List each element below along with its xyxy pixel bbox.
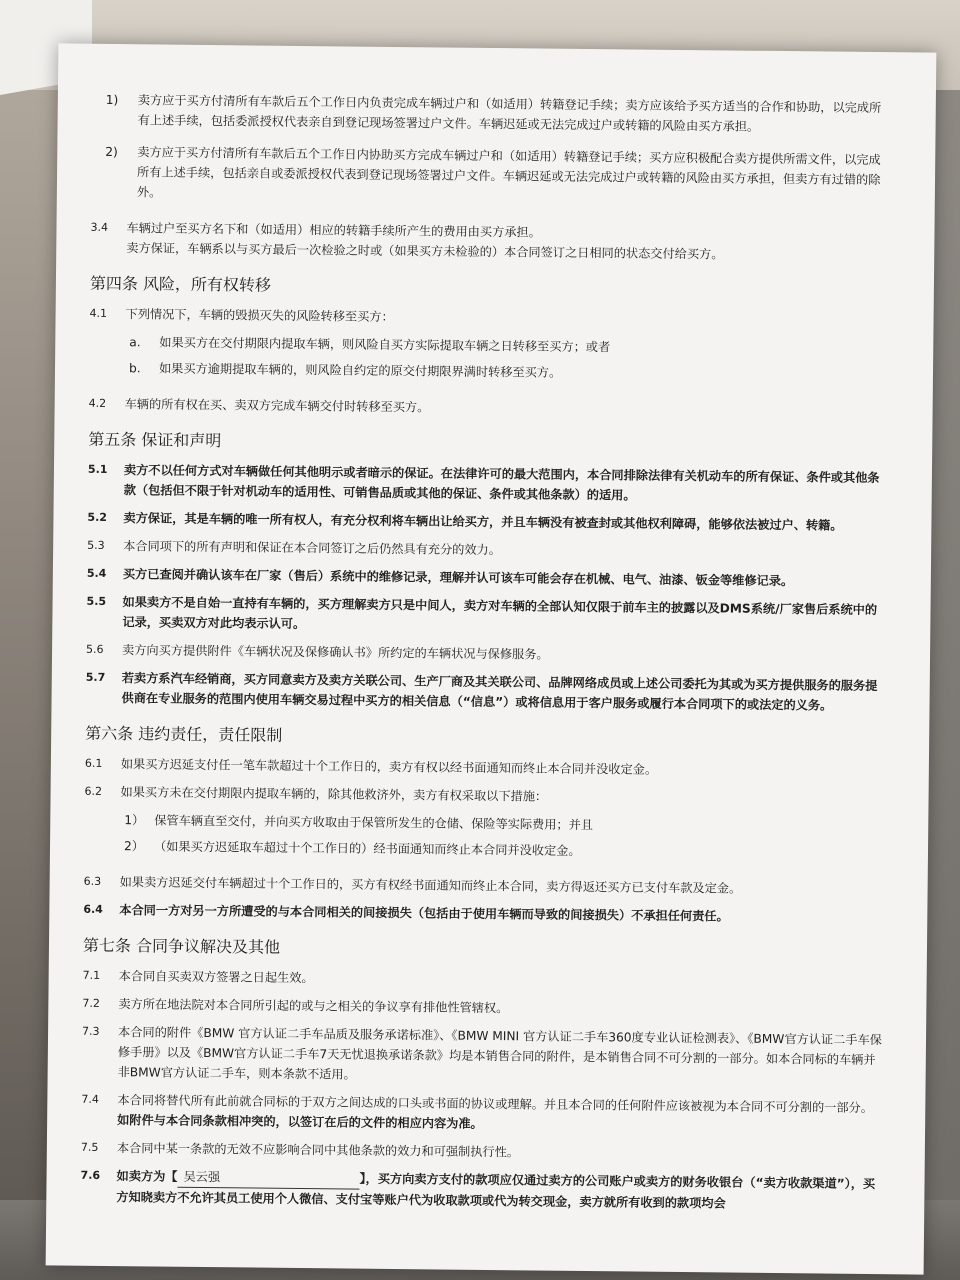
clause-4-2: 4.2 车辆的所有权在买、卖双方完成车辆交付时转移至买方。 (88, 396, 430, 415)
clause-5-7: 5.7 若卖方系汽车经销商，买方同意卖方及卖方关联公司、生产厂商及其关联公司、品牌网络成员或上述公司委托为其或为买方提供服务的服务提供商在专业服务的范围内使用车辆交易过程中买方的相关信息（“信息”）或将信息用于客户服务或履行本合同项下的或法定的义务。 (85, 670, 878, 713)
clause-7-4-bold-text: 如附件与本合同条款相冲突的，以签订在后的文件的相应内容为准。 (117, 1113, 483, 1131)
clause-6-4: 6.4 本合同一方对另一方所遭受的与本合同相关的间接损失（包括由于使用车辆而导致的间接损失）不承担任何责任。 (83, 902, 729, 924)
clause-4-1-item-b: b. 如果买方逾期提取车辆的，则风险自约定的原交付期限界满时转移至买方。 (128, 361, 562, 380)
clause-7-3: 7.3 本合同的附件《BMW 官方认证二手车品质及服务承诺标准》、《BMW MINI 官方认证二手车360度专业认证检测表》、《BMW官方认证二手车保修手册》以及《BMW官方认证二手车7天无忧退换承诺条款》均是本销售合同的附件，是本销售合同不可分割的一部分。如本合同标的车辆并非BMW官方认证二手车，则本条款不适用。 (82, 1024, 882, 1082)
clause-7-2: 7.2 卖方所在地法院对本合同所引起的或与之相关的争议享有排他性管辖权。 (82, 996, 509, 1016)
clause-6-2-item-2: 2） （如果买方迟延取车超过十个工作日的）经书面通知而终止本合同并没收定金。 (123, 839, 581, 858)
article-6-heading: 第六条 违约责任，责任限制 (85, 723, 283, 745)
clause-5-6: 5.6 卖方向买方提供附件《车辆状况及保修确认书》所约定的车辆状况与保修服务。 (86, 642, 549, 662)
clause-4-1: 4.1 下列情况下，车辆的毁损灭失的风险转移至买方： (89, 306, 394, 324)
clause-7-1: 7.1 本合同自买卖双方签署之日起生效。 (82, 968, 314, 986)
clause-6-3: 6.3 如果卖方迟延交付车辆超过十个工作日的，买方有权经书面通知而终止本合同，卖方得返还买方已支付车款及定金。 (83, 874, 742, 896)
clause-5-1: 5.1 卖方不以任何方式对车辆做任何其他明示或者暗示的保证。在法律许可的最大范围内，本合同排除法律有关机动车的所有保证、条件或其他条款（包括但不限于针对机动车的适用性、可销售品质或其他的保证、条件或其他条款）的适用。 (87, 462, 880, 503)
clause-6-1: 6.1 如果买方迟延支付任一笔车款超过十个工作日的，卖方有权以经书面通知而终止本合同并没收定金。 (84, 756, 658, 777)
clause-7-4: 7.4 本合同将替代所有此前就合同标的于双方之间达成的口头或书面的协议或理解。并且本合同的任何附件应该被视为本合同不可分割的一部分。如附件与本合同条款相冲突的，以签订在后的文件的相应内容为准。 (81, 1092, 874, 1131)
contract-content (80, 90, 892, 1223)
clause-6-2: 6.2 如果买方未在交付期限内提取车辆的，除其他救济外，卖方有权采取以下措施： (84, 784, 548, 804)
seller-name-field: 吴云强 (177, 1167, 359, 1190)
clause-4-1-item-a: a. 如果买方在交付期限内提取车辆，则风险自买方实际提取车辆之日转移至买方；或者 (129, 335, 611, 355)
clause-5-5: 5.5 如果卖方不是自始一直持有车辆的，买方理解卖方只是中间人，卖方对车辆的全部认知仅限于前车主的披露以及DMS系统/厂家售后系统中的记录，买卖双方对此均表示认可。 (86, 594, 878, 632)
contract-page (46, 43, 937, 1274)
clause-3-4: 3.4 车辆过户至买方名下和（如适用）相应的转籍手续所产生的费用由买方承担。 卖方保证，车辆系以与买方最后一次检验之时或（如果买方未检验的）本合同签订之日相同的状态交付给买方。 (90, 220, 724, 262)
clause-5-4: 5.4 买方已查阅并确认该车在厂家（售后）系统中的维修记录，理解并认可该车可能会存在机械、电气、油漆、钣金等维修记录。 (86, 566, 794, 589)
article-7-heading: 第七条 合同争议解决及其他 (82, 935, 281, 957)
clause-7-5: 7.5 本合同中某一条款的无效不应影响合同中其他条款的效力和可强制执行性。 (80, 1140, 520, 1160)
article-4-heading: 第四条 风险，所有权转移 (89, 273, 272, 295)
clause-7-6: 7.6 如卖方为【 吴云强 】，买方向卖方支付的款项应仅通过卖方的公司账户或卖方的财务收银台（“卖方收款渠道”），买方知晓卖方不允许其员工使用个人微信、支付宝等账户代为收取款项或代为转交现金，卖方就所有收到的款项均会 (80, 1168, 876, 1211)
clause-3-3-item-2: 2) 卖方应于买方付清所有车款后五个工作日内协助买方完成车辆过户和（如适用）转籍登记手续；买方应积极配合卖方提供所需文件，以完成所有上述手续，包括亲自或委派授权代表到登记现场签署过户文件。车辆迟延或无法完成过户或转籍的风险由买方承担，但卖方有过错的除外。 (105, 144, 881, 200)
clause-3-3-item-1: 1) 卖方应于买方付清所有车款后五个工作日内负责完成车辆过户和（如适用）转籍登记手续；卖方应该给予买方适当的合作和协助，以完成所有上述手续，包括委派授权代表亲自到登记现场签署过户文件。车辆迟延或无法完成过户或转籍的风险由买方承担。 (105, 92, 882, 134)
clause-6-2-item-1: 1） 保管车辆直至交付，并向买方收取由于保管所发生的仓储、保险等实际费用；并且 (124, 813, 594, 833)
article-5-heading: 第五条 保证和声明 (88, 429, 222, 451)
clause-5-3: 5.3 本合同项下的所有声明和保证在本合同签订之后仍然具有充分的效力。 (87, 538, 502, 558)
clause-5-2: 5.2 卖方保证，其是车辆的唯一所有权人，有充分权利将车辆出让给买方，并且车辆没有被查封或其他权利障碍，能够依法被过户、转籍。 (87, 510, 843, 533)
